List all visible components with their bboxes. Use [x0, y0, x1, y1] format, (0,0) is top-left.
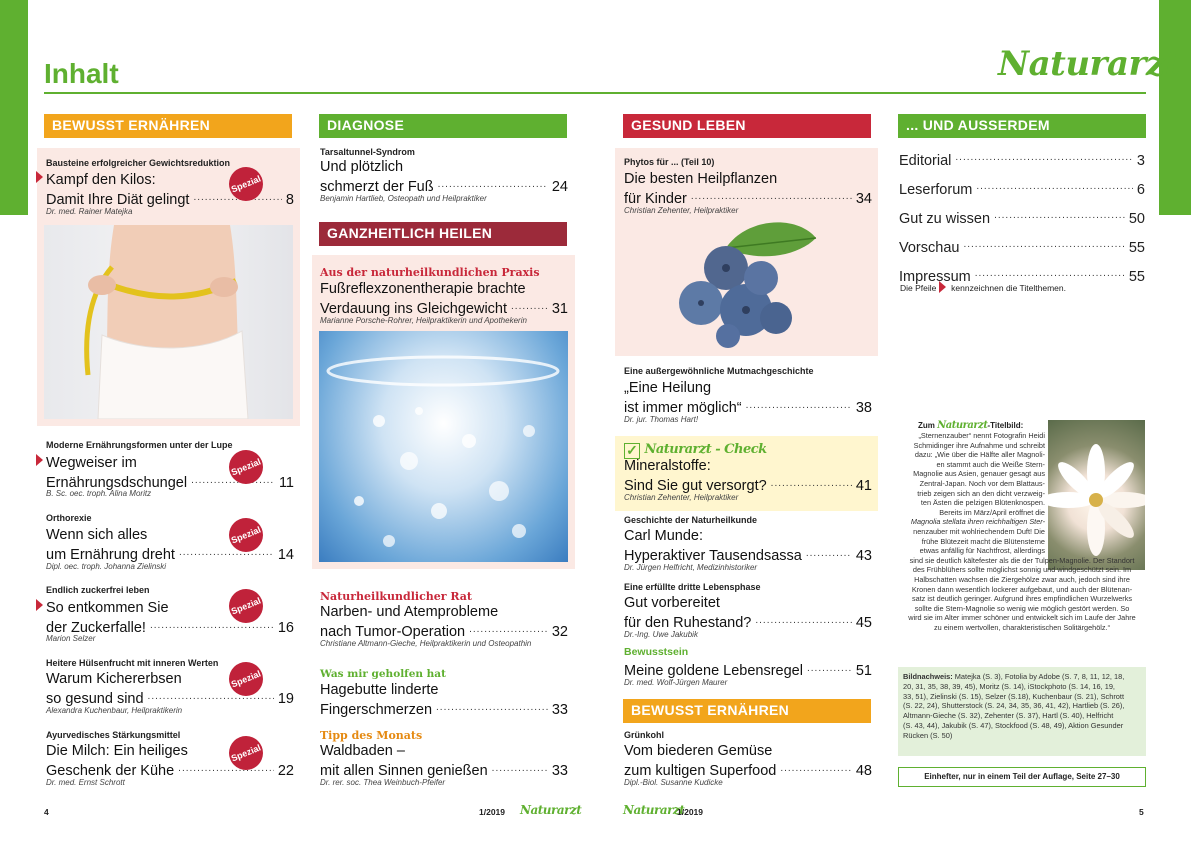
kicker: Bausteine erfolgreicher Gewichtsreduktion	[46, 158, 231, 168]
author: Dipl. oec. troph. Johanna Zielinski	[46, 562, 167, 571]
cover-text-line: en stammt auch die Weiße Stern-	[936, 459, 1045, 469]
title-line: Wenn sich alles	[46, 527, 148, 543]
author: Christian Zehenter, Heilpraktiker	[624, 493, 739, 502]
leader-dots	[806, 545, 852, 562]
misc-label: Leserforum	[899, 182, 973, 198]
cover-text-line: Magnolia stellata ihren reichhaltigen Ster-	[910, 517, 1045, 527]
credits-line: Matejka (S. 3), Fotolia by Adobe (S. 7, 8, 11, 12, 18,	[954, 672, 1125, 681]
cover-text-line: des Frühblühers sollte möglichst sonnig und windgeschützt sein. Im	[912, 565, 1132, 575]
leader-dots	[691, 188, 852, 205]
page-number[interactable]: 11	[278, 475, 294, 491]
leader-dots	[955, 145, 1133, 171]
footer-page-left: 4	[44, 807, 49, 817]
image-credits-box	[898, 667, 1146, 756]
arrow-icon	[36, 171, 43, 183]
waist-illustration	[44, 225, 293, 419]
leader-dots	[807, 660, 852, 677]
misc-label: Impressum	[899, 269, 971, 285]
cover-text-line: Schmidinger ihre Aufnahme und schreibt	[913, 440, 1045, 450]
credits-line: (S. 22, 24), Shutterstock (S. 24, 34, 35, 36, 41, 42), Hartlieb (S. 26),	[903, 701, 1125, 711]
title-line: „Eine Heilung	[624, 380, 712, 396]
title-line: Gut vorbereitet	[624, 595, 720, 611]
leader-dots	[511, 298, 548, 315]
water-bubbles-illustration	[319, 331, 568, 562]
title-line: um Ernährung dreht	[46, 547, 175, 563]
rubric-label: Tipp des Monats	[320, 729, 423, 742]
kicker: Eine erfüllte dritte Lebensphase	[624, 582, 761, 592]
kicker: Tarsaltunnel-Syndrom	[320, 147, 415, 157]
author: Dr. med. Ernst Schrott	[46, 778, 125, 787]
page-number[interactable]: 14	[277, 547, 294, 563]
author: Dr.-Ing. Uwe Jakubik	[624, 630, 698, 639]
kicker: Phytos für ... (Teil 10)	[624, 157, 715, 167]
page-number[interactable]: 43	[855, 548, 872, 564]
page-number: 50	[1128, 211, 1145, 227]
article-title	[320, 604, 568, 641]
cover-text-line: sind sie deutlich kältefester als die der Tulpen-Magnolie. Der Standort	[909, 555, 1135, 565]
image-water-glass	[319, 331, 568, 562]
footer-logo-right: Naturarzt	[623, 803, 685, 817]
kicker: Orthorexie	[46, 513, 92, 523]
title-line: Verdauung ins Gleichgewicht	[320, 301, 508, 317]
title-line: Wegweiser im	[46, 455, 137, 471]
title-line: der Zuckerfalle!	[46, 620, 146, 636]
credits-line: Rücken (S. 50)	[903, 730, 953, 740]
credits-line: (S. 43, 44), Jakubik (S. 47), Stockfood (S. 48, 49), Aktion Gesunder	[903, 720, 1124, 730]
leader-dots	[771, 475, 852, 492]
article-title	[624, 171, 872, 208]
cover-text-line: frühe Blütezeit macht die Blütensterne	[921, 536, 1045, 546]
author: Dr. Jürgen Helfricht, Medizinhistoriker	[624, 563, 758, 572]
cover-text-line: nenzauber mit wohlriechendem Duft! Die	[913, 526, 1045, 536]
leader-dots	[179, 544, 274, 561]
title-line: Warum Kichererbsen	[46, 671, 182, 687]
article-title	[320, 743, 568, 780]
footer-logo-left: Naturarzt	[520, 803, 582, 817]
cover-text-narrow	[901, 431, 1045, 556]
title-line: ist immer möglich“	[624, 400, 742, 416]
spezial-badge: Spezial	[224, 445, 268, 489]
page-number: 6	[1136, 182, 1145, 198]
spezial-badge: Spezial	[224, 162, 268, 206]
kicker: Eine außergewöhnliche Mutmachgeschichte	[624, 366, 814, 376]
page-number[interactable]: 31	[551, 301, 568, 317]
kicker: Geschichte der Naturheilkunde	[624, 515, 758, 525]
section-header-diagnose: DIAGNOSE	[319, 114, 567, 138]
kicker: Ayurvedisches Stärkungsmittel	[46, 730, 181, 740]
cover-title-pre: Zum	[918, 421, 935, 430]
cover-text-line: satz ist deutlich geringer. Aufgrund ihres empfindlichen Wurzelwerks	[911, 594, 1133, 604]
rubric-label: Aus der naturheilkundlichen Praxis	[320, 266, 540, 279]
spezial-badge: Spezial	[224, 657, 268, 701]
footer-page-right: 5	[1139, 807, 1144, 817]
author: B. Sc. oec. troph. Alina Moritz	[46, 489, 152, 498]
article-title	[320, 682, 568, 719]
page-number: 55	[1128, 240, 1145, 256]
author: Marion Selzer	[46, 634, 96, 643]
check-label	[624, 440, 767, 459]
title-line: nach Tumor-Operation	[320, 624, 466, 640]
leader-dots	[746, 397, 852, 414]
author: Dr. jur. Thomas Hart!	[624, 415, 699, 424]
cover-title	[918, 420, 1023, 431]
author: Dr. med. Wolf-Jürgen Maurer	[624, 678, 728, 687]
credits-line: Altmann-Gieche (S. 32), Zehenter (S. 37), Hartl (S. 40), Helfricht	[903, 711, 1114, 721]
misc-label: Editorial	[899, 153, 952, 169]
credits-line: 20, 31, 35, 38, 39, 45), Moritz (S. 14), iStockphoto (S. 14, 16, 19,	[903, 681, 1115, 691]
page-number[interactable]: 19	[277, 691, 294, 707]
cover-text-line: Magnolie aus Asien, genauer gesagt aus	[913, 469, 1045, 479]
misc-item[interactable]	[899, 232, 1145, 261]
spezial-badge: Spezial	[224, 513, 268, 557]
cover-text-line: „Sternenzauber“ nennt Fotografin Heidi	[918, 431, 1045, 440]
credits-label: Bildnachweis:	[903, 672, 953, 681]
title-line: schmerzt der Fuß	[320, 179, 434, 195]
rubric-label: Naturheilkundlicher Rat	[320, 590, 472, 603]
page-number[interactable]: 38	[855, 400, 872, 416]
author: Christiane Altmann-Gieche, Heilpraktikerin und Osteopathin	[320, 639, 532, 648]
leader-dots	[780, 760, 852, 777]
title-line: Und plötzlich	[320, 159, 404, 175]
section-header-und-ausserdem: ... UND AUSSERDEM	[898, 114, 1146, 138]
title-line: Hyperaktiver Tausendsassa	[624, 548, 802, 564]
checkbox-icon: ✓	[624, 443, 640, 459]
page-number[interactable]: 16	[277, 620, 294, 636]
page-number[interactable]: 33	[551, 702, 568, 718]
author: Marianne Porsche-Rohrer, Heilpraktikerin und Apothekerin	[320, 316, 527, 325]
misc-label: Gut zu wissen	[899, 211, 991, 227]
cover-text-line: Zentral-Japan. Noch vor dem Blattaus-	[919, 478, 1045, 488]
section-header-gesund-leben: GESUND LEBEN	[623, 114, 871, 138]
title-line: für den Ruhestand?	[624, 615, 752, 631]
footer-issue-right: 1/2019	[677, 807, 703, 817]
article-title	[320, 159, 568, 196]
title-line: Sind Sie gut versorgt?	[624, 478, 767, 494]
page-number[interactable]: 22	[277, 763, 294, 779]
article-title	[624, 743, 872, 780]
blueberries-illustration	[666, 218, 826, 348]
cover-text	[899, 431, 1145, 632]
corner-bar-right	[1159, 0, 1191, 215]
page-number[interactable]: 51	[855, 663, 872, 679]
check-title: Naturarzt - Check	[644, 442, 767, 457]
cover-text-line: ten Ästen die pelzigen Blütenknospen.	[920, 498, 1045, 508]
page-number: 55	[1128, 269, 1145, 285]
cover-title-post: -Titelbild:	[987, 421, 1024, 430]
author: Dipl.-Biol. Susanne Kudicke	[624, 778, 723, 787]
page-number[interactable]: 34	[855, 191, 872, 207]
arrow-icon	[939, 281, 946, 293]
title-line: Fußreflexzonentherapie brachte	[320, 281, 526, 297]
title-line: Narben- und Atemprobleme	[320, 604, 499, 620]
author: Benjamin Hartlieb, Osteopath und Heilpraktiker	[320, 194, 487, 203]
leader-dots	[492, 760, 548, 777]
kicker: Heitere Hülsenfrucht mit inneren Werten	[46, 658, 219, 668]
cover-text-line: Kronen dann wesentlich lockerer aufgebaut, und auch der Blütenan-	[911, 584, 1133, 594]
misc-item[interactable]	[899, 174, 1145, 203]
cover-text-line: etwas anfällig für Nachtfrost, allerdings	[919, 546, 1045, 556]
page-number[interactable]: 48	[855, 763, 872, 779]
leader-dots	[436, 699, 548, 716]
naturarzt-logo: Naturarzt	[998, 44, 1180, 84]
title-line: Fingerschmerzen	[320, 702, 433, 718]
arrow-icon	[36, 454, 43, 466]
title-line: Geschenk der Kühe	[46, 763, 175, 779]
footer-issue-left: 1/2019	[479, 807, 505, 817]
author: Dr. med. Rainer Matejka	[46, 207, 133, 216]
rubric-label: Bewusstsein	[624, 646, 689, 658]
misc-item[interactable]	[899, 145, 1145, 174]
leader-dots	[755, 612, 851, 629]
cover-text-wide	[899, 556, 1145, 633]
section-header-bewusst-ernaehren: BEWUSST ERNÄHREN	[44, 114, 292, 138]
leader-dots	[994, 203, 1125, 229]
section-header-ganzheitlich-heilen: GANZHEITLICH HEILEN	[319, 222, 567, 246]
leader-dots	[469, 621, 548, 638]
article-title	[320, 281, 568, 318]
page-title: Inhalt	[44, 58, 119, 89]
page-number: 3	[1136, 153, 1145, 169]
page-number[interactable]: 45	[855, 615, 872, 631]
page-number[interactable]: 8	[285, 192, 294, 208]
page-number[interactable]: 41	[855, 478, 872, 494]
misc-list	[899, 145, 1145, 290]
kicker: Moderne Ernährungsformen unter der Lupe	[46, 440, 233, 450]
author: Alexandra Kuchenbaur, Heilpraktikerin	[46, 706, 183, 715]
title-line: Ernährungsdschungel	[46, 475, 188, 491]
leader-dots	[963, 232, 1124, 258]
rubric-label: Was mir geholfen hat	[320, 668, 446, 680]
kicker: Endlich zuckerfrei leben	[46, 585, 150, 595]
author: Christian Zehenter, Heilpraktiker	[624, 206, 739, 215]
page-number[interactable]: 33	[551, 763, 568, 779]
credits-line: 33, 51), Zielinski (S. 15), Selzer (S.18), Kuchenbaur (S. 21), Schrott	[903, 691, 1124, 701]
title-line: Mineralstoffe:	[624, 458, 711, 474]
title-line: zum kultigen Superfood	[624, 763, 777, 779]
page-number[interactable]: 32	[551, 624, 568, 640]
title-line: Damit Ihre Diät gelingt	[46, 192, 190, 208]
article-title	[624, 380, 872, 417]
credits-text	[903, 672, 1141, 741]
arrow-icon	[36, 599, 43, 611]
title-line: Hagebutte linderte	[320, 682, 439, 698]
title-line: Meine goldene Lebensregel	[624, 663, 803, 679]
leader-dots	[438, 176, 548, 193]
title-line: für Kinder	[624, 191, 687, 207]
kicker: Grünkohl	[624, 730, 664, 740]
title-line: Kampf den Kilos:	[46, 172, 156, 188]
arrow-note-post: kennzeichnen die Titelthemen.	[951, 283, 1066, 293]
leader-dots	[976, 174, 1133, 200]
title-line: So entkommen Sie	[46, 600, 169, 616]
image-waist-measure	[44, 225, 293, 419]
spezial-badge: Spezial	[224, 731, 268, 775]
arrow-note	[900, 281, 1066, 293]
cover-text-line: Halbschatten wachsen die Ziergehölze zwar auch, jedoch sind ihre	[914, 574, 1130, 584]
article-title	[624, 660, 872, 680]
title-line: mit allen Sinnen genießen	[320, 763, 488, 779]
arrow-note-pre: Die Pfeile	[900, 283, 937, 293]
article-title	[624, 458, 872, 495]
cover-text-line: Bereits im März/April eröffnet die	[939, 507, 1045, 517]
einhefter-note: Einhefter, nur in einem Teil der Auflage, Seite 27–30	[898, 767, 1146, 787]
title-line: so gesund sind	[46, 691, 144, 707]
cover-text-line: sollte die Stern-Magnolie so wenig wie möglich gestört werden. So	[914, 603, 1130, 613]
title-rule	[44, 92, 1146, 94]
article-title	[624, 595, 872, 632]
page-number[interactable]: 24	[551, 179, 568, 195]
title-line: Carl Munde:	[624, 528, 703, 544]
section-header-bewusst-ernaehren-2: BEWUSST ERNÄHREN	[623, 699, 871, 723]
cover-title-logo: Naturarzt	[937, 420, 988, 431]
misc-label: Vorschau	[899, 240, 960, 256]
title-line: Vom biederen Gemüse	[624, 743, 773, 759]
article-title	[624, 528, 872, 565]
cover-text-line: wird sie im Alter immer schöner und entwickelt sich im Laufe der Jahre	[908, 613, 1136, 623]
author: Dr. rer. soc. Thea Weinbuch-Pfeifer	[320, 778, 446, 787]
cover-text-line: dazu: „Wie über die Hälfte aller Magnoli-	[914, 450, 1045, 460]
title-line: Waldbaden –	[320, 743, 405, 759]
corner-bar-left	[0, 0, 28, 215]
cover-text-line: trieb zeigen sich an den dicht verzweig-	[917, 488, 1045, 498]
title-line: Die besten Heilpflanzen	[624, 171, 778, 187]
spezial-badge: Spezial	[224, 584, 268, 628]
title-line: Die Milch: Ein heiliges	[46, 743, 188, 759]
misc-item[interactable]	[899, 203, 1145, 232]
cover-text-line: zu einem wertvollen, charakteristischen Solitärgehölz.“	[933, 622, 1111, 632]
